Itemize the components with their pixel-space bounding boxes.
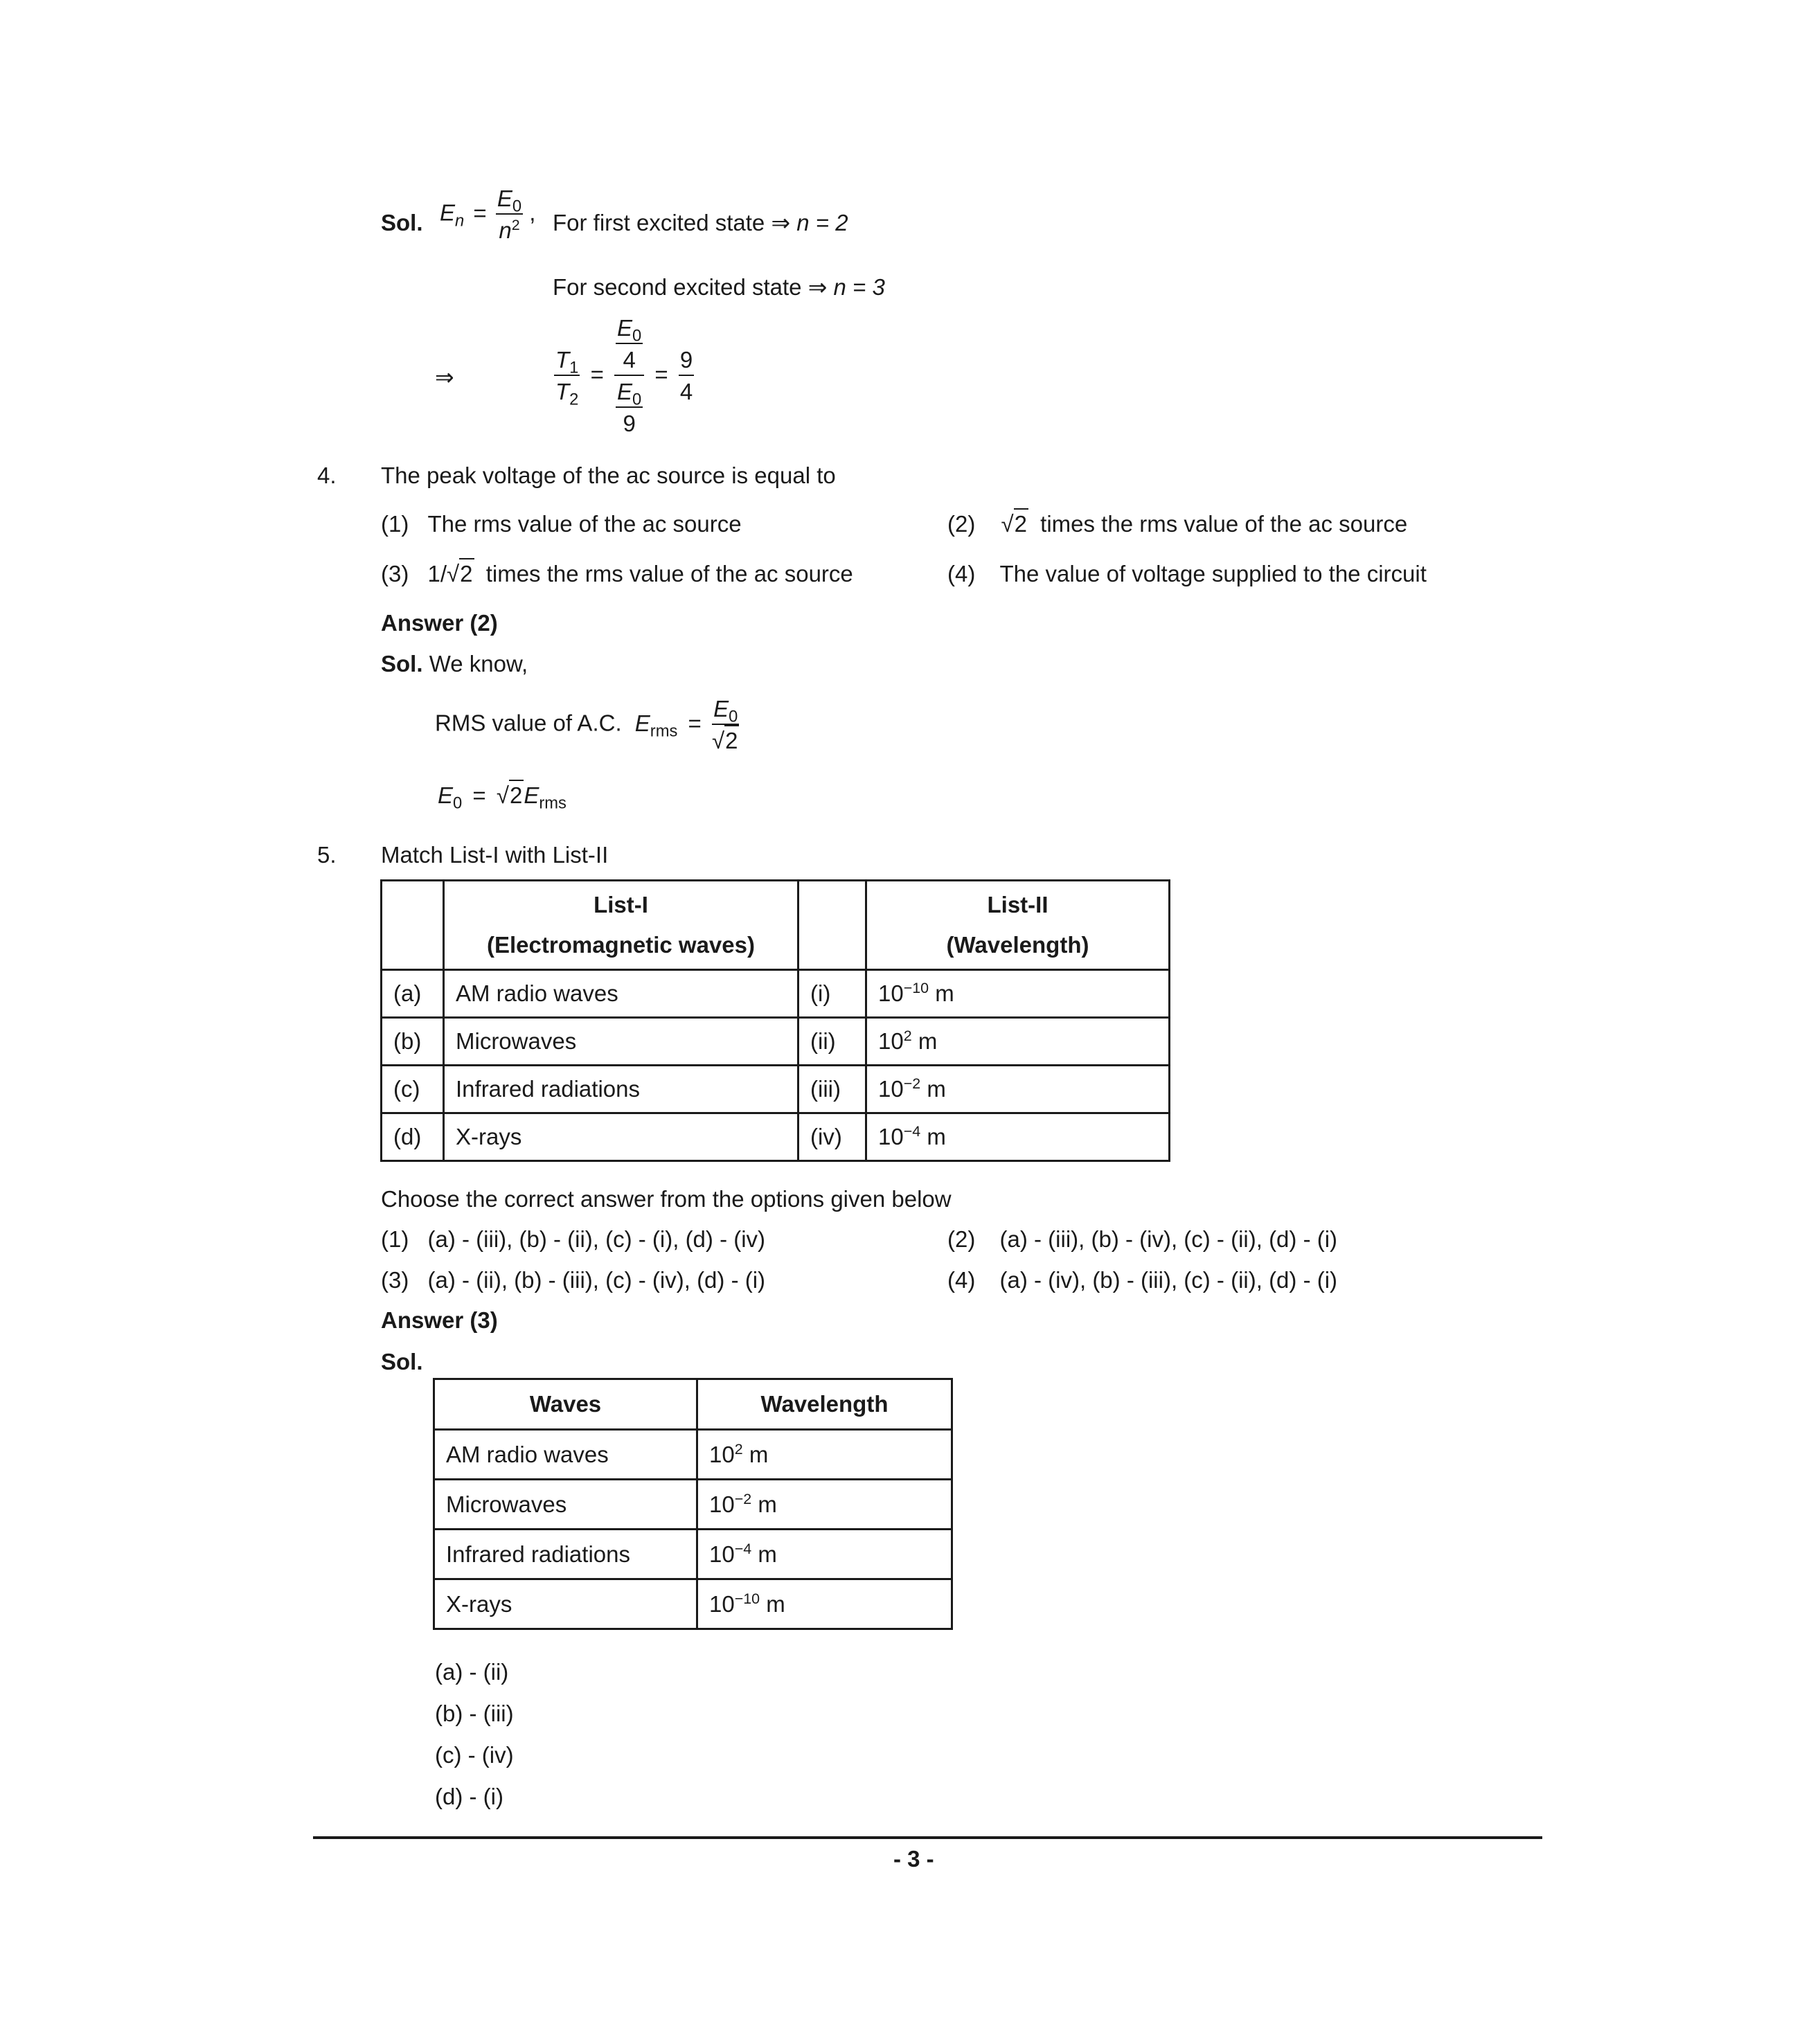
answer-label: Answer (3) bbox=[381, 1307, 498, 1333]
sol-label: Sol. bbox=[381, 1349, 423, 1374]
sol-label: Sol. bbox=[381, 210, 423, 235]
table-row: Microwaves $10^{-2}$ m bbox=[434, 1480, 952, 1530]
option-3: (3) 1/√2 times the rms value of the ac source bbox=[381, 562, 853, 585]
e0-over-n2-fraction: $\frac{E_0}{n^2}$ bbox=[497, 186, 522, 243]
table-row: X-rays $10^{-10}$ m bbox=[434, 1579, 952, 1629]
rms-formula: RMS value of A.C. $E_{rms}$ = $\frac{E_0}{√2}$ bbox=[435, 696, 738, 753]
table-row: Infrared radiations $10^{-4}$ m bbox=[434, 1530, 952, 1579]
solution-table bbox=[433, 1378, 953, 1630]
footer-divider bbox=[313, 1836, 1542, 1839]
question-text: The peak voltage of the ac source is equal to bbox=[381, 463, 836, 488]
implies-arrow: ⇒ bbox=[808, 274, 828, 300]
nine-over-four-fraction: $\frac{9}{4}$ bbox=[679, 346, 693, 404]
option-3: (3) (a) - (ii), (b) - (iii), (c) - (iv), (d) - (i) bbox=[381, 1267, 766, 1293]
compound-fraction: $\frac{\frac{E_0}{4}}{\frac{E_0}{9}}$ bbox=[614, 315, 644, 437]
list-2-title: List-II bbox=[987, 892, 1049, 917]
e0-over-root2-fraction: $\frac{E_0}{√2}$ bbox=[712, 696, 738, 753]
time-ratio-formula: $\frac{T_1}{T_2}$ = $\frac{\frac{E_0}{4}}{\frac{E_0}{9}}$ = $\frac{9}{4}$ bbox=[555, 315, 693, 436]
table-header-row bbox=[382, 881, 1170, 970]
option-2: (2) (a) - (iii), (b) - (iv), (c) - (ii), (d) - (i) bbox=[947, 1226, 1338, 1252]
first-excited-state-line: For first excited state ⇒ n = 2 bbox=[553, 210, 848, 235]
match-table bbox=[380, 879, 1170, 1162]
answer-label: Answer (2) bbox=[381, 610, 498, 636]
table-row: AM radio waves $10^2$ m bbox=[434, 1430, 952, 1480]
table-header-row: Waves Wavelength bbox=[434, 1379, 952, 1430]
sqrt-symbol: √2 bbox=[497, 784, 524, 807]
option-1: (1) (a) - (iii), (b) - (ii), (c) - (i), (d) - (iv) bbox=[381, 1226, 766, 1252]
list-1-subtitle: (Electromagnetic waves) bbox=[487, 932, 755, 958]
match-line: (c) - (iv) bbox=[435, 1742, 514, 1768]
option-4: (4) (a) - (iv), (b) - (iii), (c) - (ii), (d) - (i) bbox=[947, 1267, 1338, 1293]
sqrt-symbol: √2 bbox=[1001, 512, 1028, 535]
energy-level-formula: $E_n$ = $\frac{E_0}{n^2}$ , bbox=[440, 186, 536, 243]
table-row: (a) AM radio waves (i) $10^{-10}$ m bbox=[382, 970, 1170, 1018]
list-2-subtitle: (Wavelength) bbox=[946, 932, 1089, 958]
page-number: - 3 - bbox=[893, 1846, 934, 1872]
question-text: Match List-I with List-II bbox=[381, 842, 609, 868]
t1-over-t2-fraction: $\frac{T_1}{T_2}$ bbox=[555, 346, 579, 409]
option-2: (2) √2 times the rms value of the ac source bbox=[947, 512, 1407, 535]
option-1: (1) The rms value of the ac source bbox=[381, 511, 742, 537]
sqrt-symbol: √2 bbox=[712, 728, 739, 754]
table-row: (d) X-rays (iv) $10^{-4}$ m bbox=[382, 1113, 1170, 1161]
option-4: (4) The value of voltage supplied to the circuit bbox=[947, 561, 1427, 586]
table-row: (c) Infrared radiations (iii) $10^{-2}$ m bbox=[382, 1066, 1170, 1113]
second-excited-state-line: For second excited state ⇒ n = 3 bbox=[553, 274, 885, 300]
list-1-title: List-I bbox=[594, 892, 648, 917]
peak-voltage-formula: $E_0 = √2E_{rms}$ bbox=[438, 784, 567, 807]
choose-instruction: Choose the correct answer from the options given below bbox=[381, 1186, 952, 1212]
implies-arrow: ⇒ bbox=[435, 364, 454, 390]
question-number: 5. bbox=[317, 842, 337, 868]
match-line: (b) - (iii) bbox=[435, 1701, 514, 1726]
sqrt-symbol: √2 bbox=[447, 562, 474, 585]
question-number: 4. bbox=[317, 463, 337, 488]
solution-intro: Sol. We know, bbox=[381, 651, 528, 676]
match-line: (a) - (ii) bbox=[435, 1659, 509, 1685]
match-line: (d) - (i) bbox=[435, 1784, 503, 1809]
implies-arrow: ⇒ bbox=[771, 210, 791, 235]
table-row: (b) Microwaves (ii) $10^2$ m bbox=[382, 1018, 1170, 1066]
